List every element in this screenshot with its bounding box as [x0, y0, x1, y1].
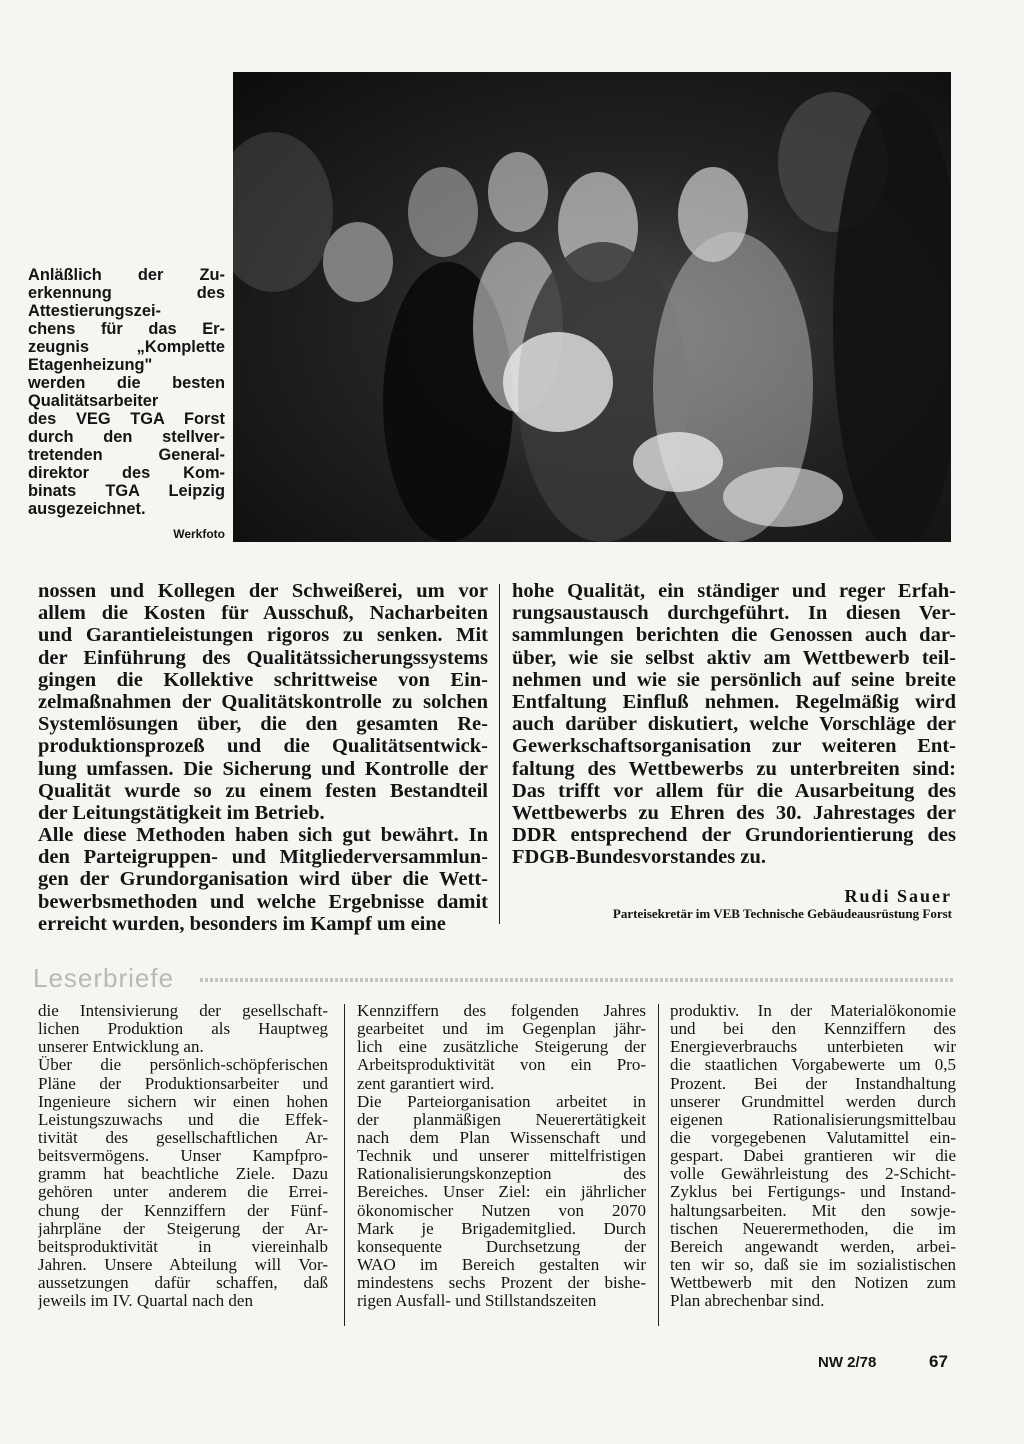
caption-line: chens für das Er-	[28, 320, 225, 338]
letters-column-2	[357, 1002, 646, 1310]
letter-text-line: Mark je Brigademitglied. Durch	[357, 1219, 646, 1238]
letter-text-line: gearbeitet und im Gegenplan jähr-	[357, 1020, 646, 1039]
letter-text-line: WAO im Bereich gestalten wir	[357, 1255, 646, 1274]
letter-text-line: ten wir so, daß sie im sozialistischen	[670, 1255, 956, 1274]
letter-text-line: jahrpläne der Steigerung der Ar-	[38, 1219, 328, 1238]
letter-text-line: Die Parteiorganisation arbeitet in	[357, 1092, 646, 1111]
caption-line: Qualitätsarbeiter	[28, 392, 159, 410]
article-text-line: nossen und Kollegen der Schweißerei, um vor	[38, 580, 488, 602]
letter-text-line: Pläne der Produktionsarbeiter und	[38, 1074, 328, 1093]
article-text-line: faltung des Wettbewerbs zu unterbreiten sind:	[512, 757, 956, 780]
column-divider	[499, 584, 500, 924]
caption-line: Anläßlich der Zu-	[28, 266, 225, 284]
letter-text-line: Ingenieure sichern wir einen hohen	[38, 1092, 328, 1111]
letter-text-line: Wettbewerb mit den Notizen zum	[670, 1274, 956, 1293]
letter-text-line: Energieverbrauchs unterbieten wir	[670, 1038, 956, 1057]
article-text-line: lung umfassen. Die Sicherung und Kontrolle der	[38, 757, 488, 780]
caption-line: Attestierungszei-	[28, 302, 161, 320]
section-heading-rule	[200, 978, 955, 982]
letter-text-line: ökonomischer Nutzen von 2070	[357, 1201, 646, 1220]
letter-text-line: Bereiches. Unser Ziel: ein jährlicher	[357, 1183, 646, 1202]
article-text-line: der Leitungstätigkeit im Betrieb.	[38, 801, 325, 824]
letter-text-line: unserer Entwicklung an.	[38, 1038, 204, 1057]
article-column-right	[512, 580, 956, 868]
letter-text-line: rigen Ausfall- und Stillstandszeiten	[357, 1292, 597, 1311]
article-text-line: DDR entsprechend der Grundorientierung des	[512, 824, 956, 847]
article-text-line: der Einführung des Qualitätssicherungssystems	[38, 646, 488, 669]
caption-line: tretenden General-	[28, 446, 225, 464]
article-text-line: sammlungen berichten die Genossen auch dar-	[512, 624, 956, 647]
letter-text-line: die Intensivierung der gesellschaft-	[38, 1002, 328, 1020]
article-text-line: bewerbsmethoden und welche Ergebnisse damit	[38, 890, 488, 913]
letter-text-line: der planmäßigen Neuerertätigkeit	[357, 1110, 646, 1129]
letter-text-line: jeweils im IV. Quartal nach den	[38, 1292, 253, 1311]
article-author: Rudi Sauer	[844, 886, 952, 906]
caption-line: zeugnis „Komplette	[28, 338, 225, 356]
photo-credit: Werkfoto	[173, 527, 225, 541]
letter-text-line: aussetzungen dafür schaffen, daß	[38, 1274, 328, 1293]
section-heading: Leserbriefe	[33, 963, 175, 993]
article-text-line: Das trifft vor allem für die Ausarbeitung des	[512, 779, 956, 802]
letter-text-line: die vorgegebenen Valutamittel ein-	[670, 1128, 956, 1147]
letter-text-line: und bei den Kennziffern des	[670, 1020, 956, 1039]
article-text-line: Entfaltung Einfluß nehmen. Regelmäßig wird	[512, 690, 956, 713]
letter-text-line: die staatlichen Vorgabewerte um 0,5	[670, 1056, 956, 1075]
article-text-line: zelmaßnahmen der Qualitätskontrolle zu solchen	[38, 690, 488, 713]
letter-text-line: beitsvermögens. Unser Kampfpro-	[38, 1147, 328, 1166]
letter-text-line: nach dem Plan Wissenschaft und	[357, 1128, 646, 1147]
article-text-line: über, wie sie selbst aktiv am Wettbewerb teil-	[512, 646, 956, 669]
issue-label: NW 2/78	[818, 1354, 877, 1371]
article-text-line: Gewerkschaftsorganisation zur weiteren Ent-	[512, 735, 956, 758]
letter-text-line: volle Gewährleistung des 2-Schicht-	[670, 1165, 956, 1184]
letter-text-line: Arbeitsproduktivität von ein Pro-	[357, 1056, 646, 1075]
column-divider	[658, 1004, 659, 1326]
caption-line: erkennung des	[28, 284, 225, 302]
letters-column-3	[670, 1002, 956, 1310]
letter-text-line: Rationalisierungskonzeption des	[357, 1165, 646, 1184]
article-text-line: gingen die Kollektive schrittweise von Ein-	[38, 668, 488, 691]
letter-text-line: Jahren. Unsere Abteilung will Vor-	[38, 1255, 328, 1274]
page-number: 67	[929, 1352, 948, 1371]
caption-line: ausgezeichnet.	[28, 500, 146, 518]
caption-line: des VEG TGA Forst	[28, 410, 225, 428]
article-text-line: den Parteigruppen- und Mitgliederversammlun-	[38, 846, 488, 869]
letter-text-line: tischen Neuerermethoden, die im	[670, 1219, 956, 1238]
caption-line: werden die besten	[28, 374, 225, 392]
letter-text-line: beitsproduktivität in viereinhalb	[38, 1237, 328, 1256]
letter-text-line: Plan abrechenbar sind.	[670, 1292, 825, 1311]
letter-text-line: konsequente Durchsetzung der	[357, 1237, 646, 1256]
article-text-line: erreicht wurden, besonders im Kampf um eine	[38, 912, 446, 935]
letter-text-line: haltungsarbeiten. Mit den sowje-	[670, 1201, 956, 1220]
caption-line: direktor des Kom-	[28, 464, 225, 482]
article-text-line: gen der Grundorganisation wird über die Wett-	[38, 868, 488, 891]
letter-text-line: chung der Kennziffern der Fünf-	[38, 1201, 328, 1220]
article-text-line: produktionsprozeß und die Qualitätsentwick-	[38, 735, 488, 758]
article-text-line: und Garantieleistungen rigoros zu senken. Mit	[38, 624, 488, 647]
letter-text-line: lich eine zusätzliche Steigerung der	[357, 1038, 646, 1057]
caption-line: Etagenheizung"	[28, 356, 153, 374]
article-text-line: Alle diese Methoden haben sich gut bewährt. In	[38, 824, 488, 847]
letter-text-line: tivität des gesellschaftlichen Ar-	[38, 1128, 328, 1147]
article-text-line: rungsaustausch durchgeführt. In diesen Ver-	[512, 602, 956, 625]
column-divider	[344, 1004, 345, 1326]
letter-text-line: Prozent. Bei der Instandhaltung	[670, 1074, 956, 1093]
caption-line: binats TGA Leipzig	[28, 482, 225, 500]
letter-text-line: eigenen Rationalisierungsmittelbau	[670, 1110, 956, 1129]
letters-column-1	[38, 1002, 328, 1310]
letter-text-line: unserer Grundmittel werden durch	[670, 1092, 956, 1111]
letter-text-line: Bereich angewandt werden, arbei-	[670, 1237, 956, 1256]
letter-text-line: Über die persönlich-schöpferischen	[38, 1056, 328, 1075]
article-text-line: FDGB-Bundesvorstandes zu.	[512, 846, 767, 869]
letter-text-line: zent garantiert wird.	[357, 1074, 495, 1093]
article-author-role: Parteisekretär im VEB Technische Gebäudeausrüstung Forst	[612, 906, 952, 921]
letter-text-line: produktiv. In der Materialökonomie	[670, 1002, 956, 1020]
article-text-line: Systemlösungen über, die den gesamten Re-	[38, 713, 488, 736]
article-text-line: hohe Qualität, ein ständiger und reger Erfah-	[512, 580, 956, 602]
article-text-line: allem die Kosten für Ausschuß, Nacharbeiten	[38, 602, 488, 625]
article-text-line: nehmen und wie sie persönlich auf seine breite	[512, 668, 956, 691]
letter-text-line: mindestens sechs Prozent der bishe-	[357, 1274, 646, 1293]
letter-text-line: Technik und unserer mittelfristigen	[357, 1147, 646, 1166]
letter-text-line: Zyklus bei Fertigungs- und Instand-	[670, 1183, 956, 1202]
article-text-line: Qualität wurde so zu einem festen Bestandteil	[38, 779, 488, 802]
article-column-left	[38, 580, 488, 935]
article-text-line: auch darüber diskutiert, welche Vorschläge der	[512, 713, 956, 736]
letter-text-line: Leistungszuwachs und die Effek-	[38, 1110, 328, 1129]
letter-text-line: gespart. Dabei grantieren wir die	[670, 1147, 956, 1166]
caption-line: durch den stellver-	[28, 428, 225, 446]
article-text-line: Wettbewerbs zu Ehren des 30. Jahrestages der	[512, 801, 956, 824]
letter-text-line: gramm hat beachtliche Ziele. Dazu	[38, 1165, 328, 1184]
letter-text-line: Kennziffern des folgenden Jahres	[357, 1002, 646, 1020]
award-ceremony-photo	[233, 72, 951, 542]
letter-text-line: lichen Produktion als Hauptweg	[38, 1020, 328, 1039]
letter-text-line: gehören unter anderem die Errei-	[38, 1183, 328, 1202]
photo-caption	[28, 266, 225, 518]
